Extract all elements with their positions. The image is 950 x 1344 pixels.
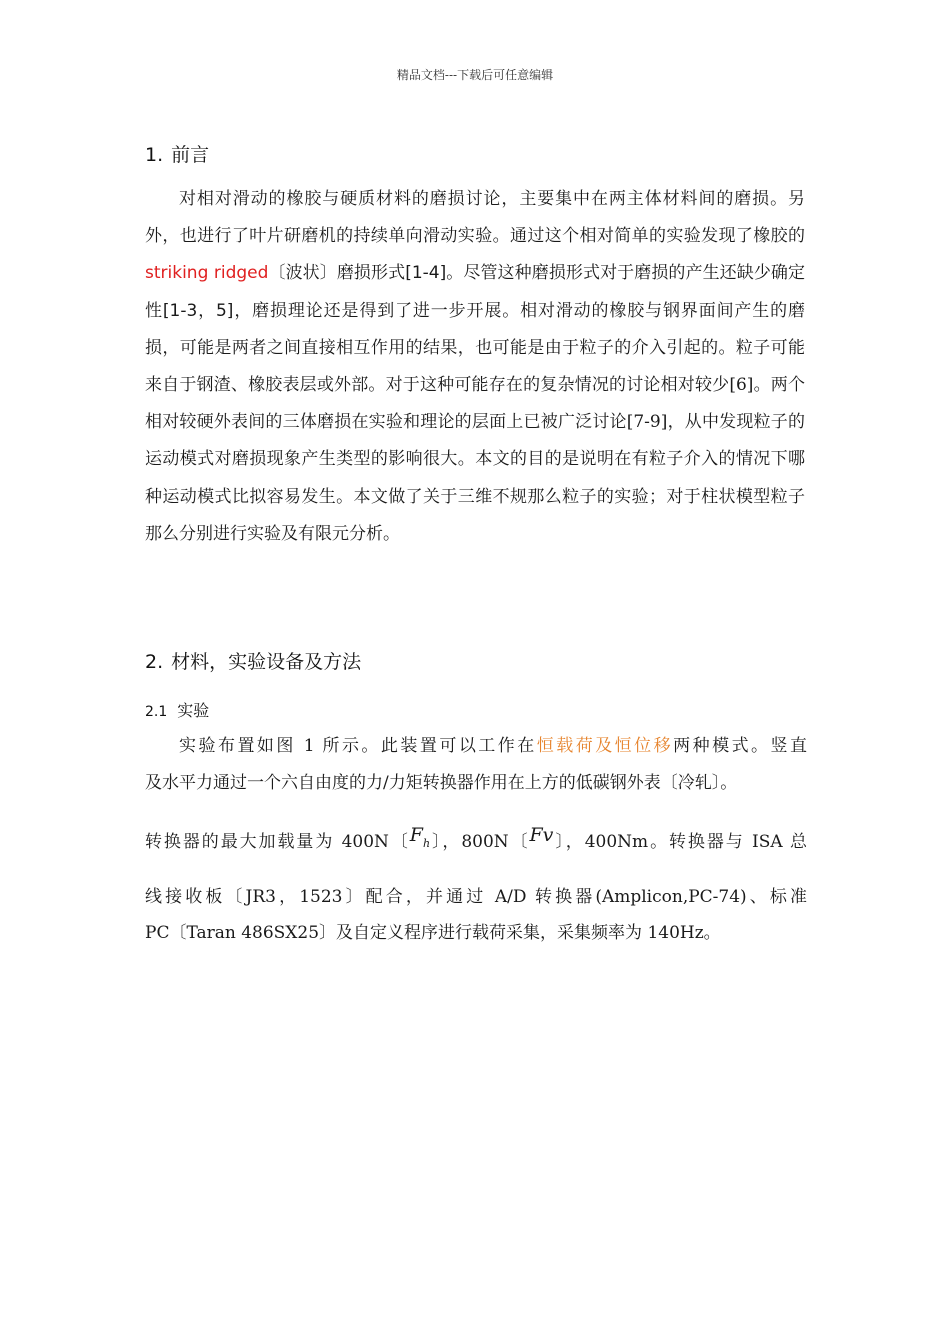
line-3-text-b: 〕，800N〔 bbox=[430, 832, 530, 852]
force-fv-symbol: Fv bbox=[529, 824, 554, 846]
line-1-text-a: 实验布置如图 1 所示。此装置可以工作在 bbox=[179, 736, 537, 756]
para-text-1: 对相对滑动的橡胶与硬质材料的磨损讨论，主要集中在两主体材料间的磨损。另外，也进行了叶片研磨机的持续单向滑动实验。通过这个相对简单的实验发现了橡胶的 bbox=[145, 189, 805, 247]
line-3-text-a: 转换器的最大加载量为 400N〔 bbox=[145, 832, 410, 852]
section-2-line-2: 及水平力通过一个六自由度的力/力矩转换器作用在上方的低碳钢外表〔冷轧〕。 bbox=[145, 773, 738, 793]
page-header: 精品文档---下载后可任意编辑 bbox=[396, 68, 554, 82]
force-fh-subscript: h bbox=[422, 837, 431, 850]
section-2-title: 材料，实验设备及方法 bbox=[171, 651, 362, 673]
section-2-heading bbox=[145, 647, 361, 674]
section-2-line-3 bbox=[145, 824, 807, 852]
section-1-paragraph bbox=[145, 181, 805, 553]
citation-1-3-5: [1-3，5] bbox=[162, 300, 234, 321]
force-fh-symbol: F bbox=[409, 824, 423, 846]
para-text-3: 。尽管这种磨损形式对于磨损的产生还缺少确定性 bbox=[145, 263, 806, 321]
line-3-text-c: 〕，400Nm。转换器与 ISA 总 bbox=[553, 832, 807, 852]
subsection-2-1-heading bbox=[145, 698, 209, 721]
section-2-line-5: PC〔Taran 486SX25〕及自定义程序进行载荷采集，采集频率为 140Hz。 bbox=[145, 923, 721, 943]
section-2-line-1 bbox=[145, 731, 807, 756]
section-2-line-4: 线接收板〔JR3，1523〕配合，并通过 A/D 转换器(Amplicon,PC-74)、标准 bbox=[145, 887, 807, 907]
line-1-text-b: 两种模式。竖直 bbox=[673, 736, 808, 756]
section-1-heading bbox=[145, 140, 209, 167]
subsection-2-1-title: 实验 bbox=[177, 701, 210, 720]
citation-1-4: [1-4] bbox=[405, 263, 447, 284]
section-1-number: 1. bbox=[145, 144, 164, 166]
section-2-number: 2. bbox=[145, 651, 164, 673]
constant-load-displacement-term: 恒载荷及恒位移 bbox=[536, 736, 674, 756]
section-1-title: 前言 bbox=[171, 144, 210, 166]
para-text-2: 〔波状〕磨损形式 bbox=[268, 263, 406, 284]
subsection-2-1-number: 2.1 bbox=[145, 704, 168, 720]
striking-ridged-term: striking ridged bbox=[145, 263, 269, 284]
para-text-4: ，磨损理论还是得到了进一步开展。相对滑动的橡胶与钢界面间产生的磨损，可能是两者之间直接相互作用的结果，也可能是由于粒子的介入引起的。粒子可能来自于钢渣、橡胶表层或外部。对于这种可能存在的复杂情况的讨论相对较少[6]。两个相对较硬外表间的三体磨损在实验和理论的层面上已被广泛讨论[7-9]，从中发现粒子的运动模式对磨损现象产生类型的影响很大。本文的目的是说明在有粒子介入的情况下哪种运动模式比拟容易发生。本文做了关于三维不规那么粒子的实验；对于柱状模型粒子那么分别进行实验及有限元分析。 bbox=[145, 300, 806, 544]
